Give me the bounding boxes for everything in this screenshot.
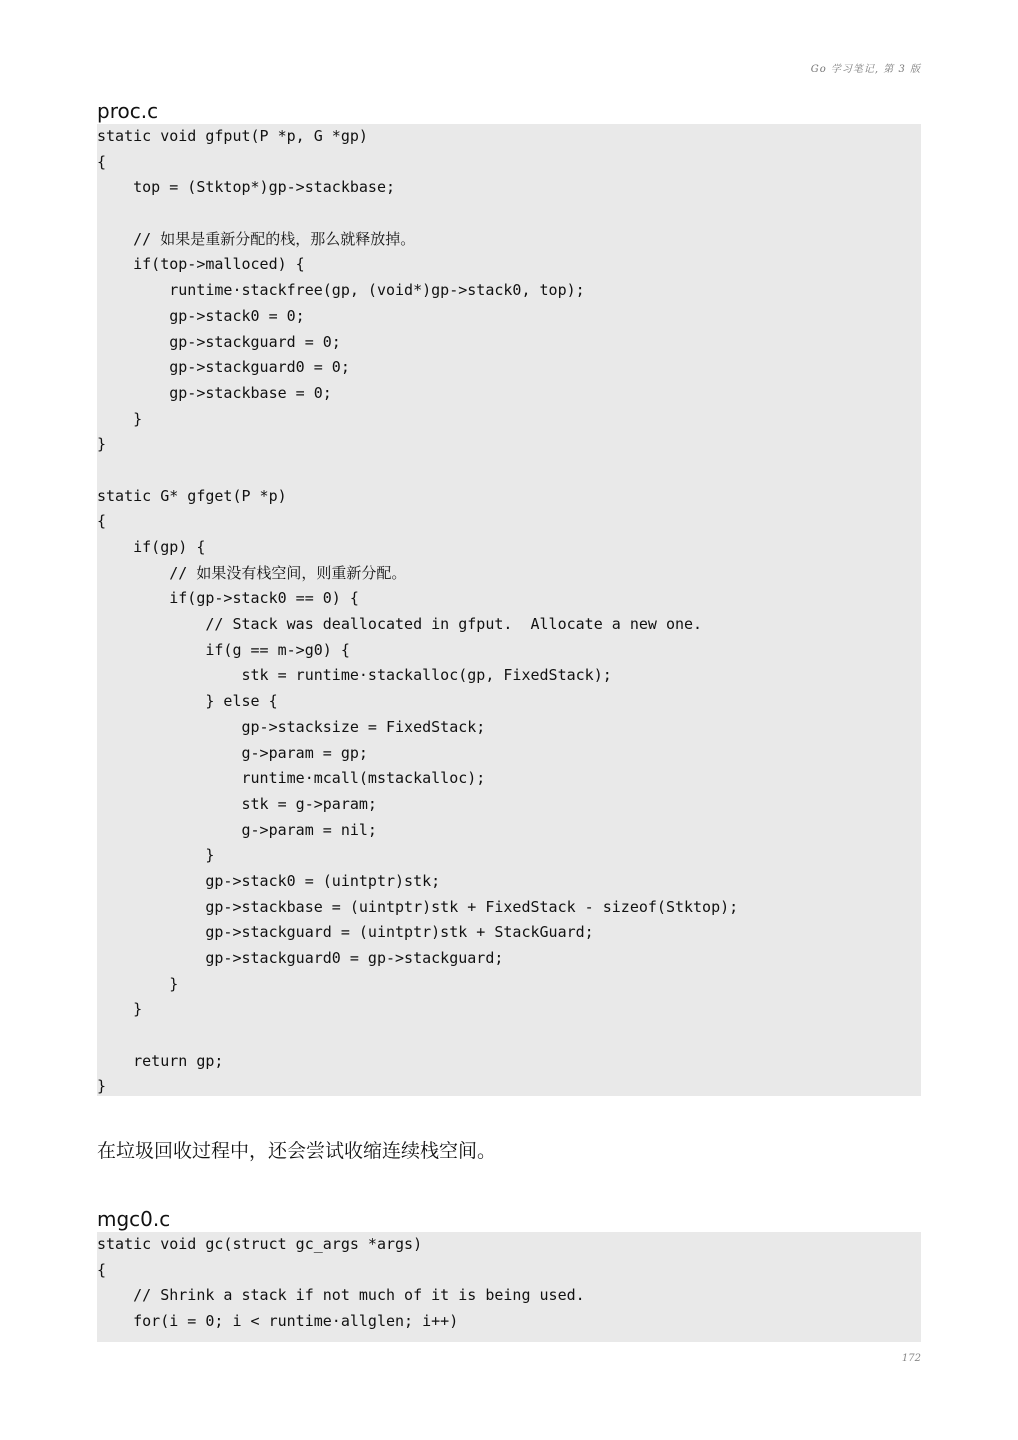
code-line: { — [97, 512, 107, 531]
code-line: // 如果是重新分配的栈，那么就释放掉。 — [97, 229, 416, 248]
file-heading-mgc0: mgc0.c — [97, 1207, 171, 1231]
code-line: g->param = gp; — [97, 743, 368, 762]
code-block-proc — [97, 124, 921, 1096]
code-line: gp->stack0 = 0; — [97, 306, 305, 325]
code-line: if(gp->stack0 == 0) { — [97, 589, 359, 608]
code-line: static G* gfget(P *p) — [97, 486, 287, 505]
code-line: runtime·stackfree(gp, (void*)gp->stack0, top); — [97, 281, 585, 300]
code-line: gp->stackbase = (uintptr)stk + FixedStack - sizeof(Stktop); — [97, 897, 739, 916]
code-line: for(i = 0; i < runtime·allglen; i++) — [97, 1312, 459, 1331]
code-line — [97, 201, 921, 227]
code-line: gp->stackguard0 = 0; — [97, 358, 350, 377]
code-line: // Stack was deallocated in gfput. Allocate a new one. — [97, 615, 703, 634]
code-line: // 如果没有栈空间，则重新分配。 — [97, 563, 407, 582]
code-line: } — [97, 1077, 107, 1096]
code-line: // Shrink a stack if not much of it is being used. — [97, 1286, 585, 1305]
code-line: stk = g->param; — [97, 794, 377, 813]
code-line: static void gfput(P *p, G *gp) — [97, 127, 368, 145]
code-line: { — [97, 152, 107, 171]
code-line: } else { — [97, 692, 278, 711]
code-line: } — [97, 409, 143, 428]
code-line: stk = runtime·stackalloc(gp, FixedStack); — [97, 666, 612, 685]
body-paragraph: 在垃圾回收过程中，还会尝试收缩连续栈空间。 — [97, 1140, 497, 1162]
code-line: { — [97, 1260, 107, 1279]
code-line — [97, 458, 921, 484]
code-line: if(gp) { — [97, 538, 206, 556]
code-line: } — [97, 1000, 143, 1019]
file-heading-proc: proc.c — [97, 99, 159, 123]
code-line: gp->stackbase = 0; — [97, 383, 332, 402]
code-line: return gp; — [97, 1051, 224, 1070]
code-line: g->param = nil; — [97, 820, 377, 839]
running-header: Go 学习笔记, 第 3 版 — [810, 64, 921, 75]
code-block-mgc0 — [97, 1232, 921, 1342]
code-line: gp->stack0 = (uintptr)stk; — [97, 871, 441, 890]
code-line: } — [97, 974, 179, 993]
code-line — [97, 1023, 921, 1049]
code-line: if(g == m->g0) { — [97, 640, 350, 659]
code-line: } — [97, 846, 215, 865]
code-line: gp->stackguard = 0; — [97, 332, 341, 351]
code-line: gp->stackguard = (uintptr)stk + StackGuard; — [97, 923, 594, 942]
code-line: top = (Stktop*)gp->stackbase; — [97, 178, 396, 197]
page-number: 172 — [901, 1353, 921, 1364]
code-line: gp->stacksize = FixedStack; — [97, 717, 486, 736]
code-line: } — [97, 435, 107, 454]
code-line: gp->stackguard0 = gp->stackguard; — [97, 949, 504, 967]
code-line: static void gc(struct gc_args *args) — [97, 1235, 423, 1253]
code-line: if(top->malloced) { — [97, 255, 305, 274]
code-line: runtime·mcall(mstackalloc); — [97, 769, 486, 788]
